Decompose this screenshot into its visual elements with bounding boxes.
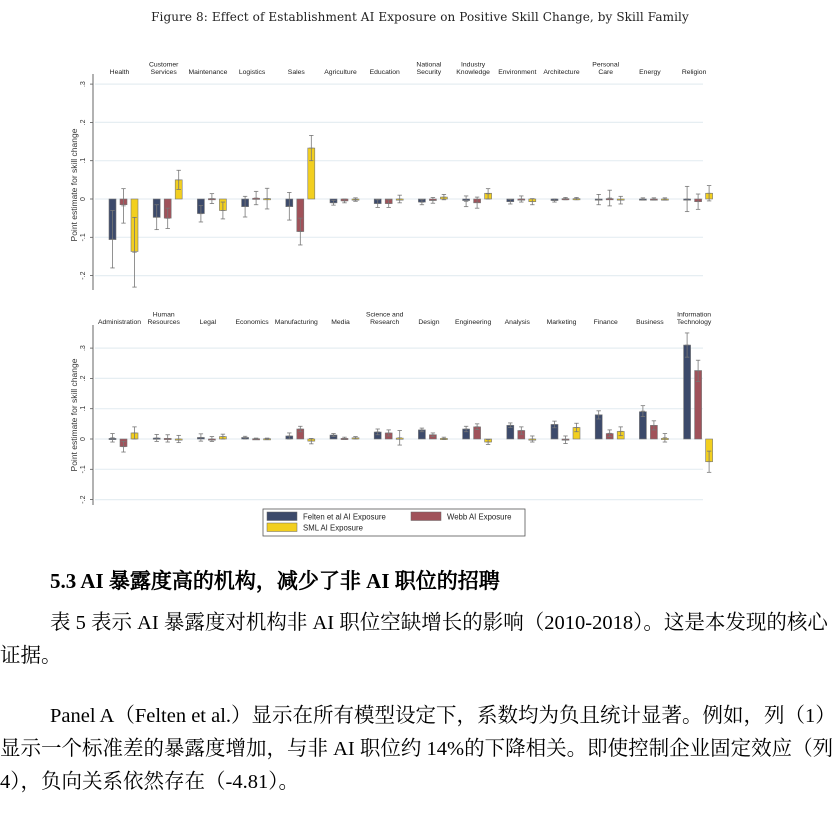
y-tick-label: -.2 [80,495,87,504]
y-tick-label: -.1 [80,233,87,242]
section-heading: 5.3 AI 暴露度高的机构，减少了非 AI 职位的招聘 [50,569,500,593]
category-label: Marketing [546,319,577,326]
category-label: Administration [97,319,142,326]
category-label: Human [152,311,175,319]
category-label: Engineering [454,319,492,326]
category-label: Religion [681,69,707,76]
bar-felten [684,345,691,439]
legend-swatch [267,523,297,532]
category-label: Customer [148,61,179,69]
category-label: Health [109,69,130,76]
panel-bottom [69,312,713,506]
y-tick-label: -.2 [80,271,87,280]
category-label: Information [677,311,712,319]
category-label: National [416,61,442,69]
category-label: Manufacturing [274,319,318,326]
category-label: Energy [639,69,661,76]
y-tick-label: 0 [80,437,87,441]
category-label: Services [150,69,177,76]
category-label: Resources [147,319,180,326]
category-label: Science and [365,311,404,319]
paragraph-table5: 表 5 表示 AI 暴露度对机构非 AI 职位空缺增长的影响（2010-2018）。这是本发现的核心证据。 [0,612,828,667]
category-label: Technology [676,319,712,326]
legend-label: Felten et al AI Exposure [303,512,386,522]
category-label: Business [636,319,664,326]
chart-legend [263,509,525,536]
category-label: Sales [287,69,305,76]
category-label: Research [370,319,400,326]
category-label: Security [416,69,442,76]
y-tick-label: .2 [80,119,87,126]
y-tick-label: .3 [80,81,87,88]
category-label: Care [598,69,614,76]
category-label: Design [418,319,440,326]
category-label: Industry [461,61,486,69]
category-label: Media [331,319,350,326]
category-label: Knowledge [456,69,490,76]
category-label: Analysis [504,319,530,326]
category-label: Personal [592,61,620,69]
category-label: Economics [235,319,269,326]
y-axis-label: Point estimate for skill change [69,128,79,242]
y-tick-label: .3 [80,345,87,352]
legend-swatch [267,512,297,521]
category-label: Agriculture [324,69,357,76]
panel-top [69,62,713,291]
category-label: Legal [199,319,217,326]
legend-label: SML AI Exposure [303,523,363,533]
y-tick-label: .1 [80,405,87,412]
category-label: Maintenance [188,69,228,76]
y-tick-label: 0 [80,197,87,201]
legend-swatch [411,512,441,521]
legend-label: Webb AI Exposure [447,512,512,522]
category-label: Education [369,69,400,76]
y-tick-label: -.1 [80,465,87,474]
category-label: Finance [593,319,618,326]
category-label: Environment [498,69,537,76]
y-axis-label: Point estimate for skill change [69,358,79,472]
paragraph-panel-a: Panel A（Felten et al.）显示在所有模型设定下，系数均为负且统计显著。例如，列（1）显示一个标准差的暴露度增加，与非 AI 职位约 14%的下降相关。即使控制企业固定效应（列 4），负向关系依然存在（-4.81）。 [0,705,834,793]
figure-title: Figure 8: Effect of Establishment AI Exposure on Positive Skill Change, by Skill Family [151,10,689,24]
category-label: Logistics [238,69,266,76]
category-label: Architecture [543,69,580,76]
y-tick-label: .1 [80,157,87,164]
y-tick-label: .2 [80,375,87,382]
